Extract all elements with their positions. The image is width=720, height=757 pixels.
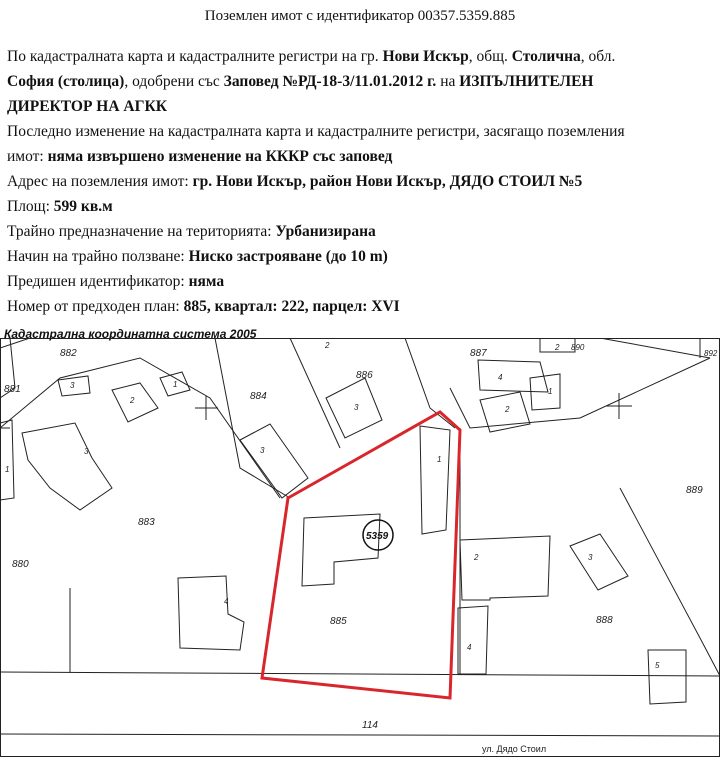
property-details [7,44,717,319]
plot-boundary [450,358,710,428]
building-label: 5 [655,661,660,670]
building-label: 3 [70,381,75,390]
building-label: 1 [173,380,178,389]
cadastral-basis-line1: По кадастралната карта и кадастралните регистри на гр. Нови Искър, общ. Столична, обл. [7,48,616,65]
title-identifier: 00357.5359.885 [417,8,516,24]
street-name: ул. Дядо Стоил [482,744,547,754]
building-label: 2 [555,343,560,352]
building [240,424,308,498]
previous-id-row: Предишен идентификатор: няма [7,273,225,290]
building [0,420,14,500]
road-edge-top [0,672,720,676]
plot-label: 888 [596,615,613,626]
building [648,650,686,704]
building [458,606,488,674]
building-label: 2 [130,396,135,405]
building-label: 1 [437,455,442,464]
building [460,536,550,600]
previous-plan-row: Номер от предходен план: 885, квартал: 222, парцел: XVI [7,298,400,315]
building-label: 2 [474,553,479,562]
plot-label: 884 [250,391,267,402]
building [22,423,112,510]
building [112,383,158,422]
registration-cross [195,396,218,420]
building-label: 2 [505,405,510,414]
plot-boundary [405,338,455,428]
cadastral-basis-line2: София (столица), одобрени със Заповед №РД-18-3/11.01.2012 г. на ИЗПЪЛНИТЕЛЕН [7,73,594,90]
cadastral-map [0,338,720,757]
building-label: 4 [498,373,503,382]
building-label: 3 [260,446,265,455]
building-label: 3 [354,403,359,412]
selected-plot-id: 5359 [366,531,389,542]
plot-boundary [600,338,710,358]
plot-boundary [0,338,30,348]
building [420,426,450,534]
street-number: 114 [362,720,378,731]
building [302,514,380,586]
plot-label: 883 [138,517,155,528]
building-label: 2 [325,341,330,350]
last-change-line2: имот: няма извършено изменение на КККР със заповед [7,148,393,165]
building [570,534,628,590]
road-edge-bottom [0,734,720,736]
building [178,576,244,650]
building-label: 4 [224,597,229,606]
selected-plot-label: 885 [330,616,347,627]
building-label: 3 [588,553,593,562]
plot-label: 890 [571,343,585,352]
purpose-row: Трайно предназначение на територията: Урбанизирана [7,223,376,240]
map-frame [1,339,720,757]
building-label: 1 [548,387,553,396]
plot-boundary [0,358,280,498]
plot-boundary [290,338,340,448]
plot-boundary [215,338,290,498]
plot-label: 889 [686,485,703,496]
use-row: Начин на трайно ползване: Ниско застрояване (до 10 m) [7,248,388,265]
cadastral-basis-line3: ДИРЕКТОР НА АГКК [7,98,167,115]
building-label: 4 [467,643,472,652]
plot-label: 881 [4,384,21,395]
title-prefix: Поземлен имот с идентификатор [204,8,414,24]
plot-label: 886 [356,370,373,381]
plot-label: 887 [470,348,487,359]
last-change-line1: Последно изменение на кадастралната карта и кадастралните регистри, засягащо поземления [7,123,625,140]
building-label: 3 [84,447,89,456]
plot-boundary [620,488,720,676]
plot-label: 892 [704,349,718,358]
area-row: Площ: 599 кв.м [7,198,113,215]
building-label: 1 [5,465,10,474]
plot-label: 882 [60,348,77,359]
coordinate-system-label: Кадастрална координатна система 2005 [4,327,257,341]
plot-label: 880 [12,559,29,570]
building [478,360,548,392]
document-title [0,8,720,25]
address-row: Адрес на поземления имот: гр. Нови Искър, район Нови Искър, ДЯДО СТОИЛ №5 [7,173,583,190]
registration-cross [606,393,632,419]
